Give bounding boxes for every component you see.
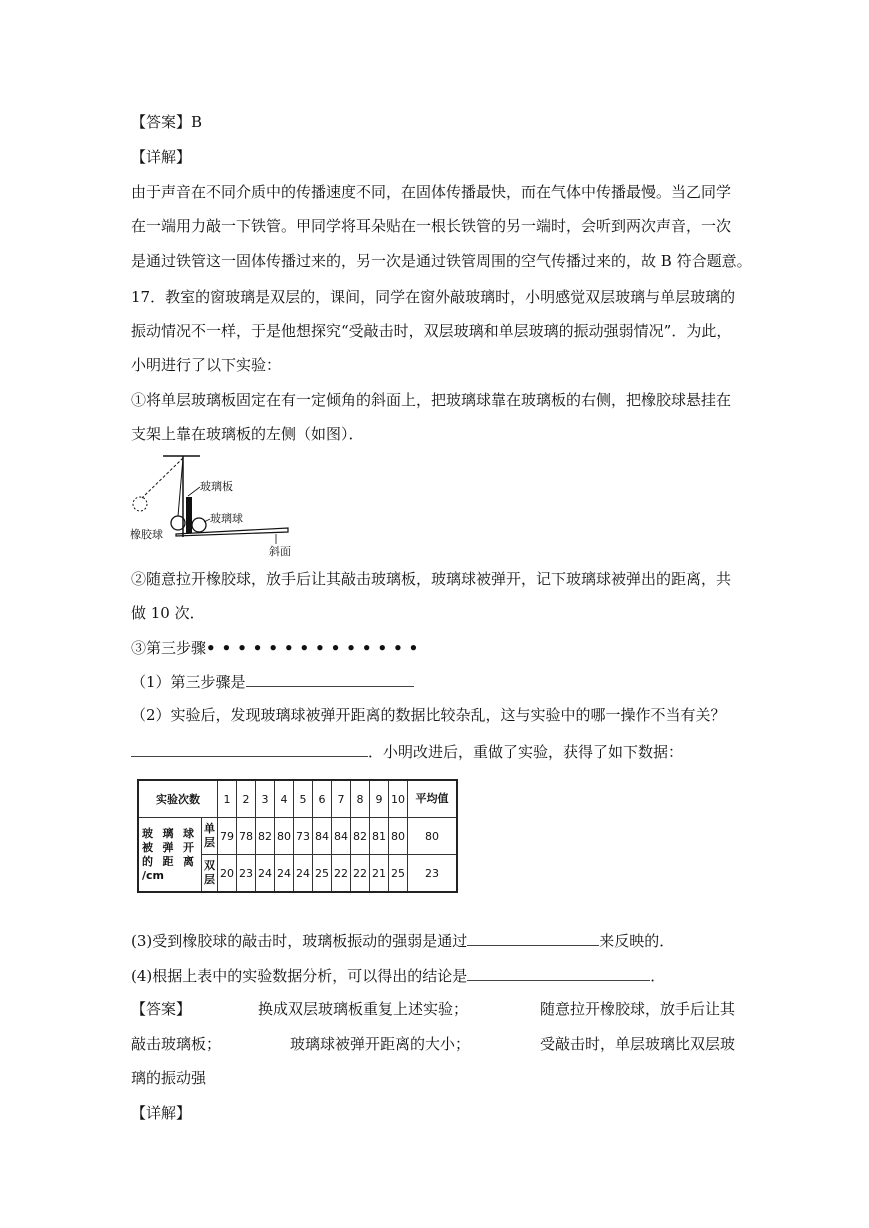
header-trials-label: 实验次数 (138, 780, 218, 818)
header-trial: 7 (332, 780, 351, 818)
question-17-line-3: 小明进行了以下实验： (131, 356, 282, 374)
table-cell: 24 (294, 855, 313, 893)
table-cell: 24 (275, 855, 294, 893)
table-cell: 78 (237, 818, 256, 855)
data-table (137, 779, 458, 893)
table-cell: 73 (294, 818, 313, 855)
answer-2-item-4-part-1: 受敲击时，单层玻璃比双层玻 (540, 1035, 736, 1053)
glass-plate (186, 497, 192, 533)
answer-2-item-3: 玻璃球被弹开距离的大小； (290, 1035, 471, 1053)
step-2-line-1: ②随意拉开橡胶球，放手后让其敲击玻璃板，玻璃球被弹开，记下玻璃球被弹出的距离，共 (131, 570, 732, 588)
experiment-figure (128, 452, 293, 558)
detail-line-1: 由于声音在不同介质中的传播速度不同，在固体传播最快，而在气体中传播最慢。当乙同学 (131, 183, 732, 201)
blank-1[interactable] (246, 670, 414, 687)
answer-2-item-1: 换成双层玻璃板重复上述实验； (258, 1000, 469, 1018)
sub-question-3: (3)受到橡胶球的敲击时，玻璃板振动的强弱是通过 来反映的． (131, 929, 674, 951)
table-row (138, 818, 457, 855)
sub-question-4: (4)根据上表中的实验数据分析，可以得出的结论是 ． (131, 964, 665, 986)
glass-ball (192, 518, 206, 532)
header-trial: 5 (294, 780, 313, 818)
table-cell: 81 (370, 818, 389, 855)
table-cell: 22 (332, 855, 351, 893)
dashed-string (142, 458, 183, 498)
rubber-ball-dashed (133, 497, 147, 511)
row-distance-label: 玻 璃 球 被 弹 开 的 距 离 /cm (138, 818, 202, 893)
step-1-line-1: ①将单层玻璃板固定在有一定倾角的斜面上，把玻璃球靠在玻璃板的右侧，把橡胶球悬挂在 (131, 391, 732, 409)
header-trial: 1 (218, 780, 237, 818)
table-header-row (138, 780, 457, 818)
step-2-line-2: 做 10 次． (131, 604, 205, 622)
table-cell: 80 (275, 818, 294, 855)
table-cell: 79 (218, 818, 237, 855)
table-cell: 20 (218, 855, 237, 893)
step-1-line-2: 支架上靠在玻璃板的左侧（如图）． (131, 425, 364, 443)
question-17-line-2: 振动情况不一样，于是他想探究“受敲击时，双层玻璃和单层玻璃的振动强弱情况”．为此， (131, 322, 732, 340)
detail-label: 【详解】 (131, 148, 192, 166)
label-slope: 斜面 (269, 545, 291, 558)
sub-question-1: （1）第三步骤是 (131, 670, 414, 692)
detail-line-3: 是通过铁管这一固体传播过来的，另一次是通过铁管周围的空气传播过来的，故 B 符合题意。 (131, 252, 752, 270)
answer-label: 【答案】 (131, 113, 192, 131)
answer-line (131, 112, 202, 132)
header-trial: 4 (275, 780, 294, 818)
table-cell-average: 80 (408, 818, 458, 855)
table-cell: 80 (389, 818, 408, 855)
header-trial: 8 (351, 780, 370, 818)
step-3-label: ③第三步骤 (131, 639, 207, 657)
answer-value: B (191, 113, 203, 131)
table-cell: 82 (351, 818, 370, 855)
blank-2[interactable] (131, 740, 368, 757)
table-cell: 25 (389, 855, 408, 893)
table-cell: 22 (351, 855, 370, 893)
header-trial: 10 (389, 780, 408, 818)
table-cell: 82 (256, 818, 275, 855)
table-cell: 25 (313, 855, 332, 893)
answer-2-label: 【答案】 (131, 1000, 192, 1018)
label-glass-ball: 玻璃球 (210, 512, 243, 525)
question-17-line-1: 17．教室的窗玻璃是双层的，课间，同学在窗外敲玻璃时，小明感觉双层玻璃与单层玻璃的 (131, 288, 736, 306)
row-layer-single: 单层 (202, 818, 218, 855)
table-cell: 23 (237, 855, 256, 893)
row-layer-double: 双层 (202, 855, 218, 893)
step-3-line (131, 638, 424, 658)
table-cell: 24 (256, 855, 275, 893)
header-trial: 2 (237, 780, 256, 818)
table-cell: 84 (332, 818, 351, 855)
label-rubber-ball: 橡胶球 (130, 528, 163, 541)
header-average: 平均值 (408, 780, 458, 818)
blank-4[interactable] (467, 964, 650, 981)
sub-question-2-cont: ．小明改进后，重做了实验，获得了如下数据： (131, 740, 683, 762)
blank-3[interactable] (467, 929, 599, 946)
detail-line-2: 在一端用力敲一下铁管。甲同学将耳朵贴在一根长铁管的另一端时，会听到两次声音，一次 (131, 217, 732, 235)
detail-2-label: 【详解】 (131, 1104, 192, 1122)
label-glass-plate: 玻璃板 (200, 480, 233, 493)
table-cell-average: 23 (408, 855, 458, 893)
sub-question-2: （2）实验后，发现玻璃球被弹开距离的数据比较杂乱，这与实验中的哪一操作不当有关？ (131, 706, 726, 724)
table-cell: 84 (313, 818, 332, 855)
header-trial: 9 (370, 780, 389, 818)
header-trial: 6 (313, 780, 332, 818)
answer-2-item-4-part-2: 璃的振动强 (131, 1069, 207, 1087)
header-trial: 3 (256, 780, 275, 818)
answer-2-item-2-part-1: 随意拉开橡胶球，放手后让其 (540, 1000, 736, 1018)
table-cell: 21 (370, 855, 389, 893)
answer-2-item-2-part-2: 敲击玻璃板； (131, 1035, 222, 1053)
step-3-dots: •••••••••••••• (206, 639, 425, 657)
